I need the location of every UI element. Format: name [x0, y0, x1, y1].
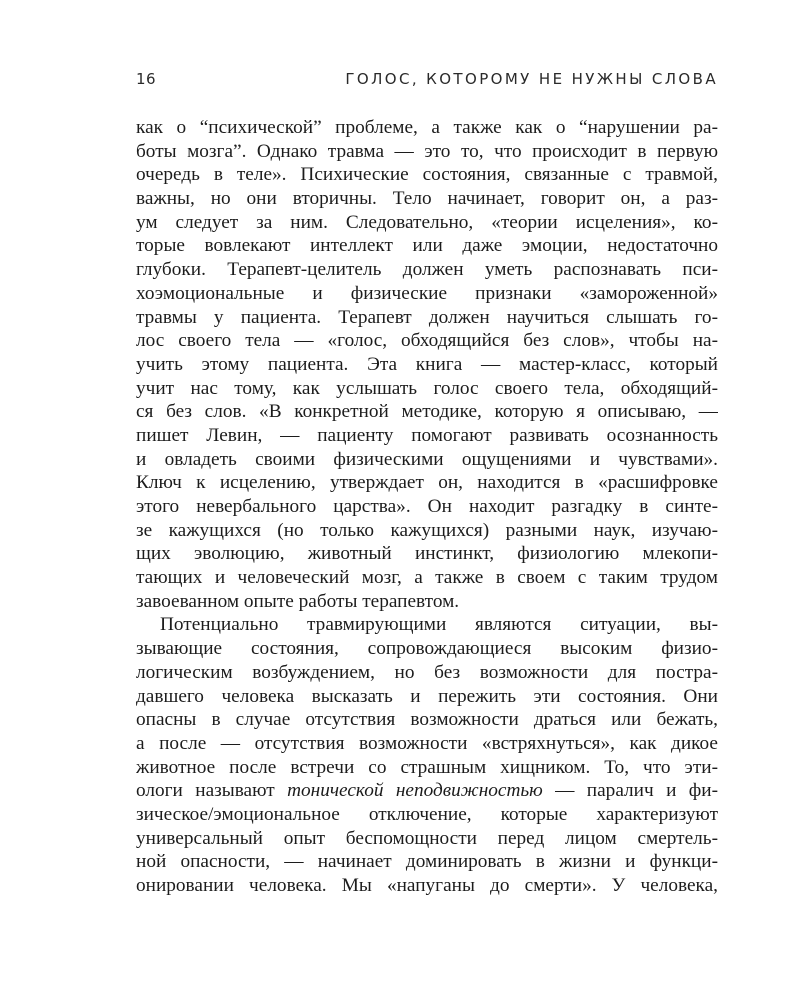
text-fragment: — паралич и фи- [542, 780, 718, 802]
text-line: Потенциально травмирующими являются ситуации, вы- [160, 614, 718, 636]
text-line: логическим возбуждением, но без возможности для постра- [136, 661, 718, 683]
text-line: боты мозга”. Однако травма — это то, что происходит в первую [136, 140, 718, 162]
text-line: пишет Левин, — пациенту помогают развивать осознанность [136, 424, 718, 446]
text-line: ной опасности, — начинает доминировать в жизни и функци- [136, 851, 718, 873]
page-number: 16 [136, 70, 157, 88]
text-line: зывающие состояния, сопровождающиеся высоким физио- [136, 638, 718, 660]
text-line-with-italic [136, 779, 718, 803]
text-fragment: ологи называют [136, 780, 288, 802]
paragraph-2 [136, 613, 718, 897]
paragraph-1 [136, 116, 718, 613]
text-line: травмы у пациента. Терапевт должен научиться слышать го- [136, 306, 718, 328]
text-line: хоэмоциональные и физические признаки «замороженной» [136, 282, 718, 304]
text-line: ся без слов. «В конкретной методике, которую я описываю, — [136, 401, 718, 423]
text-line: лос своего тела — «голос, обходящийся без слов», чтобы на- [136, 330, 718, 352]
text-line: торые вовлекают интеллект или даже эмоции, недостаточно [136, 235, 718, 257]
text-line: ум следует за ним. Следовательно, «теории исцеления», ко- [136, 211, 718, 233]
text-line: очередь в теле». Психические состояния, связанные с травмой, [136, 164, 718, 186]
text-line: Ключ к исцелению, утверждает он, находится в «расшифровке [136, 472, 718, 494]
italic-term: тонической неподвижностью [287, 780, 543, 802]
running-head [136, 70, 718, 94]
text-line: как о “психической” проблеме, а также как о “нарушении ра- [136, 117, 718, 138]
body-text [136, 116, 718, 898]
text-line: давшего человека высказать и пережить эти состояния. Они [136, 685, 718, 707]
text-line: учит нас тому, как услышать голос своего тела, обходящий- [136, 377, 718, 399]
text-line: зе кажущихся (но только кажущихся) разными наук, изучаю- [136, 519, 718, 541]
text-line: опасны в случае отсутствия возможности драться или бежать, [136, 709, 718, 731]
text-line: животное после встречи со страшным хищником. То, что эти- [136, 756, 718, 778]
text-line: тающих и человеческий мозг, а также в своем с таким трудом [136, 567, 718, 589]
text-line: важны, но они вторичны. Тело начинает, говорит он, а раз- [136, 188, 718, 210]
text-line: щих эволюцию, животный инстинкт, физиологию млекопи- [136, 543, 718, 565]
book-title: ГОЛОС, КОТОРОМУ НЕ НУЖНЫ СЛОВА [345, 70, 718, 88]
text-line: онировании человека. Мы «напуганы до смерти». У человека, [136, 875, 718, 896]
text-line: зическое/эмоциональное отключение, которые характеризуют [136, 803, 718, 825]
text-line: универсальный опыт беспомощности перед лицом смертель- [136, 827, 718, 849]
text-line: завоеванном опыте работы терапевтом. [136, 590, 460, 612]
text-line: и овладеть своими физическими ощущениями и чувствами». [136, 448, 718, 470]
text-line: этого невербального царства». Он находит разгадку в синте- [136, 496, 718, 517]
text-line: а после — отсутствия возможности «встряхнуться», как дикое [136, 732, 718, 754]
text-line: учить этому пациента. Эта книга — мастер-класс, который [136, 353, 718, 375]
text-line: глубоки. Терапевт-целитель должен уметь распознавать пси- [136, 259, 718, 281]
